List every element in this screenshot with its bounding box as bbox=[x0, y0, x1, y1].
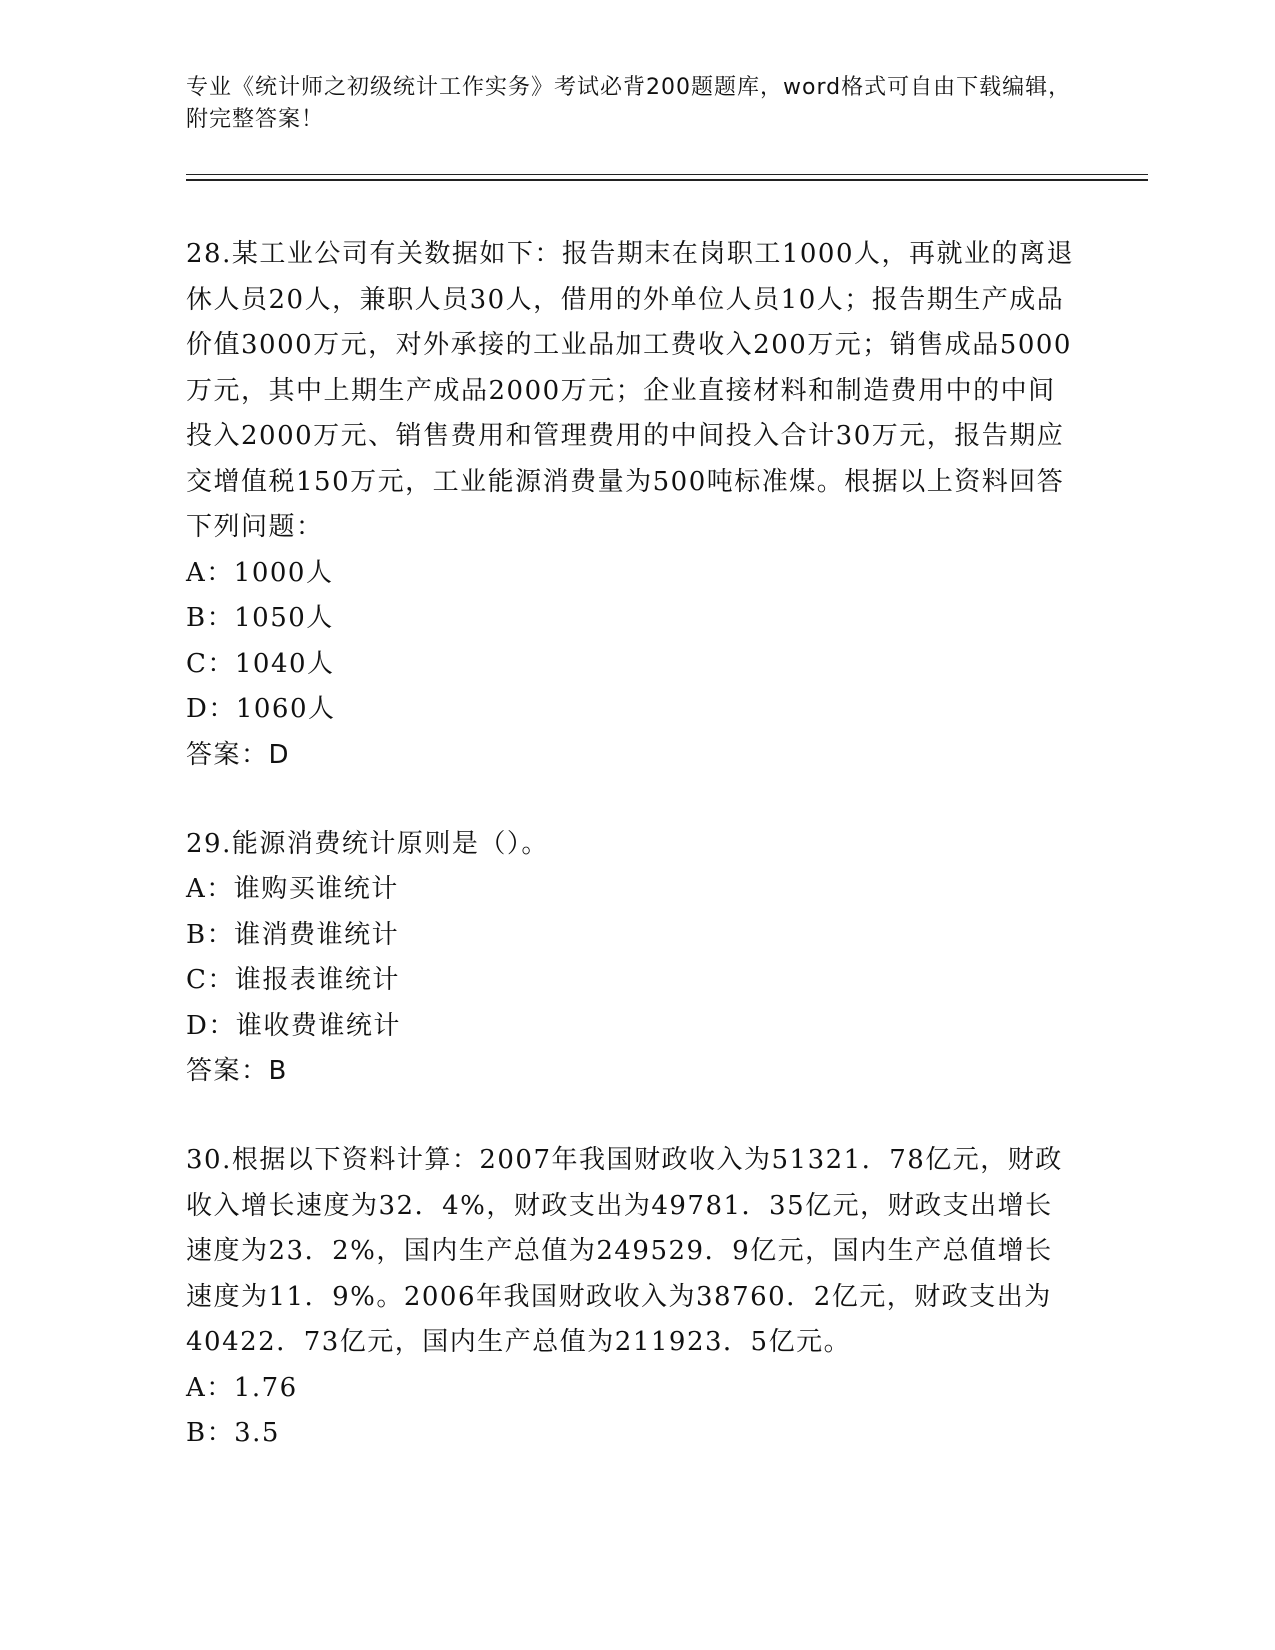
option-b: B：谁消费谁统计 bbox=[186, 919, 400, 950]
question-29 bbox=[186, 822, 1076, 1095]
option-a: A：谁购买谁统计 bbox=[186, 874, 399, 904]
option-d: D：谁收费谁统计 bbox=[186, 1010, 401, 1041]
answer-label: 答案：B bbox=[186, 1056, 288, 1086]
question-list bbox=[186, 232, 1076, 1501]
header-divider-thin bbox=[186, 174, 1148, 175]
question-stem: 29.能源消费统计原则是（）。 bbox=[186, 828, 549, 859]
header-divider-thick bbox=[186, 179, 1148, 181]
question-30 bbox=[186, 1138, 1076, 1457]
option-a: A：1.76 bbox=[186, 1372, 298, 1403]
option-a: A：1000人 bbox=[186, 557, 334, 588]
option-d: D：1060人 bbox=[186, 694, 336, 724]
option-b: B：1050人 bbox=[186, 603, 334, 633]
option-c: C：谁报表谁统计 bbox=[186, 965, 400, 995]
answer-label: 答案：D bbox=[186, 739, 291, 770]
option-b: B：3.5 bbox=[186, 1418, 280, 1448]
question-stem: 30.根据以下资料计算：2007年我国财政收入为51321．78亿元，财政收入增长速度为32．4%，财政支出为49781．35亿元，财政支出增长速度为23．2%，国内生产总值为249529．9亿元，国内生产总值增长速度为11．9%。2006年我国财政收入为38760．2亿元，财政支出为40422．73亿元，国内生产总值为211923．5亿元。 bbox=[186, 1145, 1063, 1357]
question-stem: 28.某工业公司有关数据如下：报告期末在岗职工1000人，再就业的离退休人员20人，兼职人员30人，借用的外单位人员10人；报告期生产成品价值3000万元，对外承接的工业品加工费收入200万元；销售成品5000万元，其中上期生产成品2000万元；企业直接材料和制造费用中的中间投入2000万元、销售费用和管理费用的中间投入合计30万元，报告期应交增值税150万元，工业能源消费量为500吨标准煤。根据以上资料回答下列问题： bbox=[186, 239, 1075, 542]
option-c: C：1040人 bbox=[186, 648, 335, 679]
document-header-title: 专业《统计师之初级统计工作实务》考试必背200题题库，word格式可自由下载编辑，附完整答案！ bbox=[186, 75, 1072, 132]
question-28 bbox=[186, 232, 1076, 778]
